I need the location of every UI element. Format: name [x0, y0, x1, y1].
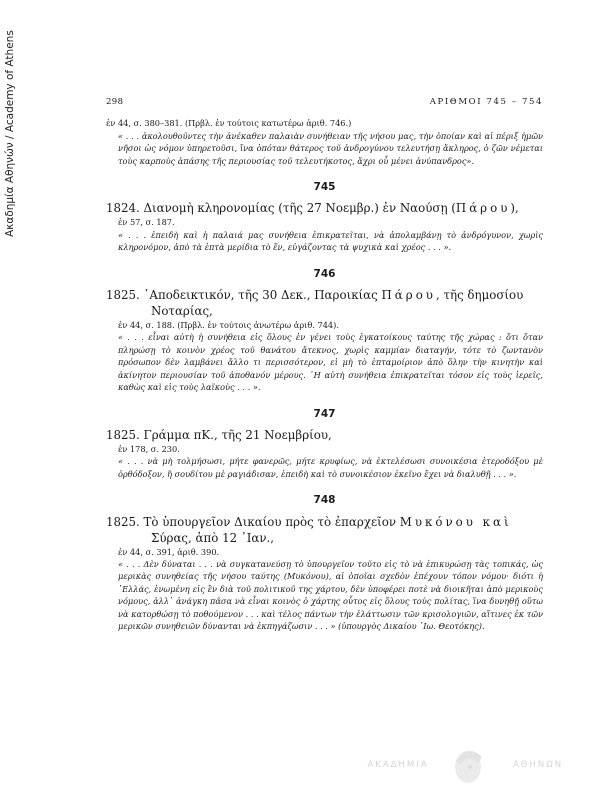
running-title: ΑΡΙΘΜΟΙ 745 – 754	[429, 97, 543, 107]
entry-quote: « . . . νὰ μὴ τολμήσωσι, μήτε φανερῶς, μήτε κρυφίως, νὰ ἐκτελέσωσι συνοικέσια ἑτεροδόξου μὲ ὀρθόδοξον, ἢ σουδίτου μὲ ραγιάδισαν, ἐπειδὴ καὶ τὸ συνοικέσιον ἐκεῖνο ἔχει νὰ διαλυθῇ . . . ».	[118, 456, 543, 479]
entry-title-spaced: Πάρου	[455, 201, 511, 216]
entry-title	[106, 427, 543, 443]
watermark-left-text: ΑΚΑΔΗΜΙΑ	[367, 760, 429, 770]
side-label: Ακαδημία Αθηνών / Academy of Athens	[4, 30, 16, 237]
entry-quote: « . . . ἐπειδὴ καὶ ἡ παλαιά μας συνήθεια ἐπικρατεῖται, νὰ ἀπολαμβάνῃ τὸ ἀνδρόγυνον, χωρὶς κληρονόμον, ἀπὸ τὰ ἑπτὰ μερίδια τὸ ἕν, εὐγάζοντας τὰ ψυχικὰ καὶ χρέος . . . ».	[118, 229, 543, 253]
watermark-right-text: ΑΘΗΝΩΝ	[512, 760, 564, 770]
athena-helmet-logo-icon	[448, 743, 488, 787]
entry-reference: ἐν 178, σ. 230.	[118, 443, 180, 454]
entry-title-end: ),	[510, 201, 519, 216]
entry-number: 747	[313, 407, 336, 420]
entry-title-end: , τῆς δημοσίου	[435, 288, 524, 303]
document-page	[106, 96, 543, 632]
entry-745	[106, 181, 543, 254]
entry-title-spaced: Πάρου	[381, 288, 436, 303]
entry-title-main: 1824. Διανομὴ κληρονομίας (τῆς 27 Νοεμβρ.) ἐν Ναούσῃ (	[106, 201, 456, 216]
intro-quote: « . . . ἀκολουθοῦντες τὴν ἀνέκαθεν παλαιὰν συνήθειαν τῆς νήσου μας, τὴν ὁποίαν καὶ αἱ πέριξ ἡμῶν νῆσοι ὡς νόμον ὑπηρετοῦσι, ἵνα ὁπόταν θάτερος τοῦ ἀνδρογύνου τελευτήσῃ ἄκληρος, ὁ ζῶν νέμεται τοὺς καρποὺς ἁπάσης τῆς περιουσίας τοῦ τελευτήκοτος, ἄχρι οὗ μένει ἀνύπανδρος».	[118, 130, 543, 166]
entry-title	[106, 287, 543, 319]
entry-title	[106, 200, 543, 216]
entry-title-continuation: Σύρας, ἀπὸ 12 ᾿Ιαν.,	[151, 530, 275, 545]
entry-number: 745	[313, 181, 336, 194]
entry-748	[106, 494, 543, 632]
entry-title-continuation: Νοταρίας,	[151, 304, 213, 319]
entry-quote: « . . . Δὲν δύναται . . . νὰ συγκατανεύσῃ τὸ ὑπουργεῖον τοῦτο εἰς τὸ νὰ ἐπικυρώσῃ τὰς τοπικάς, ὡς μερικὰς συνηθείας τῆς νήσου ταύτης (Μυκόνου), αἱ ὁποῖαι σχεδὸν ἐπέχουν τόπον νόμου· διότι ἡ ῾Ελλάς, ἑνωμένη εἰς ἓν διὰ τοῦ πολιτικοῦ της χάρτου, δὲν ὑποφέρει ποτὲ νὰ διοικῆται ἀπὸ μερικοὺς νόμους, ἀλλ᾿ ἀνάγκη πᾶσα νὰ εἶναι κοινὸς ὁ χάρτης οὗτος εἰς ὅλους τοὺς πολίτας, ἵνα δυνηθῇ οὕτω νὰ κατορθώσῃ τὸ ποθούμενον . . . καὶ τέλος πάντων τὴν ἐλάττωσιν τῶν κρισολογιῶν, αἵτινες ἐκ τῶν μερικῶν συνηθειῶν δύνανται νὰ ἐκπηγάζωσιν . . . » (ὑπουργὸς Δικαίου ᾿Ιω. Θεοτόκης).	[118, 558, 543, 631]
entry-number: 746	[313, 267, 336, 280]
academy-watermark	[358, 742, 578, 788]
entry-reference: ἐν 44, σ. 391, ἀριθ. 390.	[118, 546, 220, 557]
page-header	[106, 96, 543, 108]
entry-title	[106, 514, 543, 546]
intro-block	[106, 117, 543, 167]
entry-746	[106, 268, 543, 394]
page-number: 298	[106, 97, 124, 107]
entry-title-main: 1825. Γράμμα πΚ., τῆς 21 Νοεμβρίου,	[106, 427, 332, 442]
intro-reference: ἐν 44, σ. 380–381. (Πρβλ. ἐν τούτοις κατωτέρω ἀριθ. 746.)	[106, 118, 352, 129]
entry-title-spaced: Μυκόνου καὶ	[399, 514, 512, 529]
entry-747	[106, 408, 543, 481]
entry-reference: ἐν 57, σ. 187.	[118, 217, 175, 228]
entry-title-main: 1825. ᾿Αποδεικτικόν, τῆς 30 Δεκ., Παροικίας	[106, 288, 378, 303]
entry-quote: « . . . εἶναι αὐτὴ ἡ συνήθεια εἰς ὅλους ἐν γένει τοὺς ἐγκατοίκους ταύτης τῆς χώρας : ὅτι ὅταν πληρώσῃ τὸ κοινὸν χρέος τοῦ θανάτου ἄτεκνος, χωρὶς καμμίαν διαταγήν, τότε τὸ ζωντανὸν πρόσωπον δὲν λαμβάνει ἄλλο τι περισσότερον, εἰ μὴ τὸ ἐπταμοίριον ἀπὸ ὅλην τὴν κινητὴν καὶ ἀκίνητον περιουσίαν τοῦ ἀποθανόν μέρους. ῾Η αὐτὴ συνήθεια ἐπικρατεῖται τόσον εἰς τοὺς ἱερεῖς, καθὼς καὶ εἰς τοὺς λαϊκοὺς . . . ».	[118, 332, 543, 393]
entry-reference: ἐν 44, σ. 188. (Πρβλ. ἐν τούτοις ἀνωτέρω ἀριθ. 744).	[118, 320, 339, 331]
entry-title-main: 1825. Τὸ ὑπουργεῖον Δικαίου πρὸς τὸ ἐπαρχεῖον	[106, 514, 396, 529]
entry-number: 748	[313, 494, 336, 507]
